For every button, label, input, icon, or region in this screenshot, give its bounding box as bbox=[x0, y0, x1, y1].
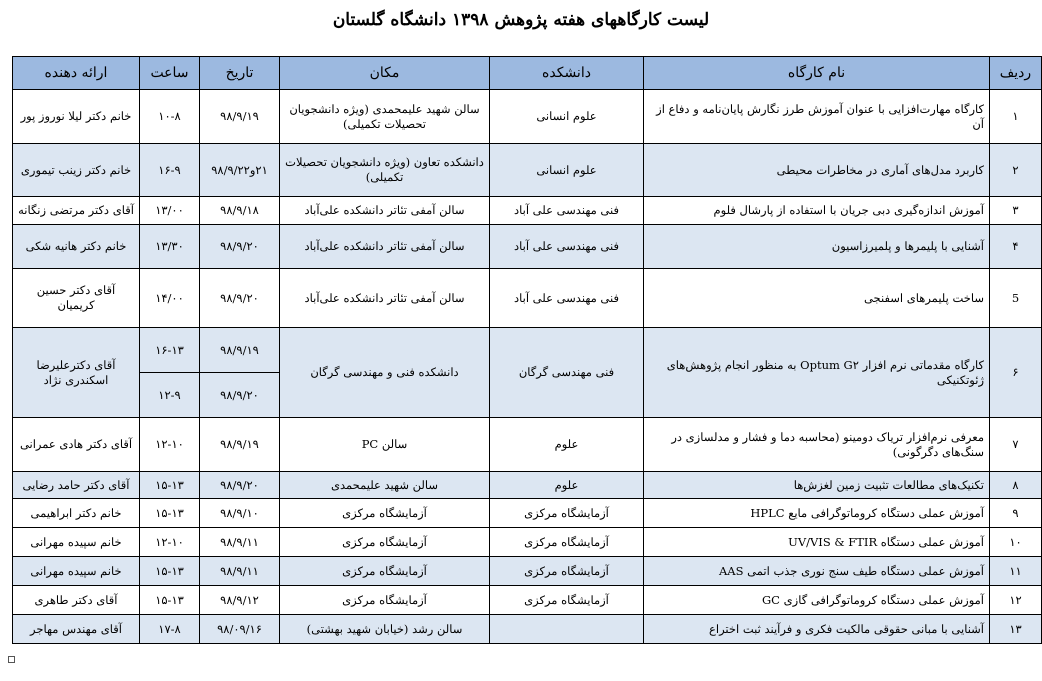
place: آزمایشگاه مرکزی bbox=[280, 528, 490, 557]
row-number: ۱۲ bbox=[990, 586, 1042, 615]
row-number: ۶ bbox=[990, 328, 1042, 418]
presenter: آقای دکتر هادی عمرانی bbox=[13, 418, 140, 472]
workshop-name: آموزش اندازه‌گیری دبی جریان با استفاده از پارشال فلوم bbox=[644, 197, 990, 225]
table-row bbox=[13, 418, 1042, 472]
faculty: علوم bbox=[490, 472, 644, 499]
faculty: علوم bbox=[490, 418, 644, 472]
workshop-name: آموزش عملی دستگاه کروماتوگرافی مایع HPLC bbox=[644, 499, 990, 528]
place: آزمایشگاه مرکزی bbox=[280, 499, 490, 528]
faculty: فنی مهندسی علی آباد bbox=[490, 225, 644, 269]
presenter: آقای دکتر حسین کریمیان bbox=[13, 269, 140, 328]
place: سالن رشد (خیابان شهید بهشتی) bbox=[280, 615, 490, 644]
table-row bbox=[13, 225, 1042, 269]
time: ۱۵-۱۳ bbox=[140, 472, 200, 499]
date: ۹۸/۹/۲۰ bbox=[200, 269, 280, 328]
workshop-name: آموزش عملی دستگاه طیف سنج نوری جذب اتمی AAS bbox=[644, 557, 990, 586]
row-number: ۳ bbox=[990, 197, 1042, 225]
row-number: ۸ bbox=[990, 472, 1042, 499]
presenter: خانم سپیده مهرانی bbox=[13, 528, 140, 557]
workshop-name: کارگاه مهارت‌افزایی با عنوان آموزش طرز نگارش پایان‌نامه و دفاع از آن bbox=[644, 90, 990, 144]
date: ۹۸/۹/۱۹ bbox=[200, 90, 280, 144]
table-row bbox=[13, 557, 1042, 586]
table-row bbox=[13, 472, 1042, 499]
row-number: ۹ bbox=[990, 499, 1042, 528]
faculty: فنی مهندسی گرگان bbox=[490, 328, 644, 418]
header-presenter: ارائه دهنده bbox=[13, 57, 140, 90]
time: ۱۳/۰۰ bbox=[140, 197, 200, 225]
time: ۱۶-۱۳ bbox=[140, 328, 200, 373]
workshop-name: معرفی نرم‌افزار تریاک دومینو (محاسبه دما و فشار و مدلسازی در سنگ‌های دگرگونی) bbox=[644, 418, 990, 472]
place: سالن PC bbox=[280, 418, 490, 472]
date: ۹۸/۹/۱۰ bbox=[200, 499, 280, 528]
presenter: خانم سپیده مهرانی bbox=[13, 557, 140, 586]
time: ۱۲-۱۰ bbox=[140, 528, 200, 557]
presenter: آقای دکتر طاهری bbox=[13, 586, 140, 615]
place: آزمایشگاه مرکزی bbox=[280, 586, 490, 615]
workshops-table bbox=[12, 56, 1042, 644]
workshop-name: آشنایی با پلیمرها و پلمیرزاسیون bbox=[644, 225, 990, 269]
place: سالن آمفی تئاتر دانشکده علی‌آباد bbox=[280, 225, 490, 269]
faculty: آزمایشگاه مرکزی bbox=[490, 499, 644, 528]
table-row bbox=[13, 586, 1042, 615]
date: ۹۸/۹/۱۹ bbox=[200, 418, 280, 472]
time: ۱۵-۱۳ bbox=[140, 586, 200, 615]
header-row bbox=[13, 57, 1042, 90]
faculty: فنی مهندسی علی آباد bbox=[490, 197, 644, 225]
presenter: آقای دکترعلیرضا اسکندری نژاد bbox=[13, 328, 140, 418]
time: ۱۲-۹ bbox=[140, 373, 200, 418]
table-row bbox=[13, 144, 1042, 197]
header-faculty: دانشکده bbox=[490, 57, 644, 90]
table-corner-handle bbox=[8, 656, 15, 663]
table-row bbox=[13, 90, 1042, 144]
presenter: خانم دکتر هانیه شکی bbox=[13, 225, 140, 269]
row-number: ۱ bbox=[990, 90, 1042, 144]
place: سالن آمفی تئاتر دانشکده علی‌آباد bbox=[280, 197, 490, 225]
time: ۱۰-۸ bbox=[140, 90, 200, 144]
time: ۱۲-۱۰ bbox=[140, 418, 200, 472]
date: ۹۸/۹/۲۰ bbox=[200, 373, 280, 418]
row-number: ۲ bbox=[990, 144, 1042, 197]
workshop-name: کاربرد مدل‌های آماری در مخاطرات محیطی bbox=[644, 144, 990, 197]
faculty: آزمایشگاه مرکزی bbox=[490, 528, 644, 557]
date: ۹۸/۹/۱۸ bbox=[200, 197, 280, 225]
header-time: ساعت bbox=[140, 57, 200, 90]
place: آزمایشگاه مرکزی bbox=[280, 557, 490, 586]
workshop-name: آموزش عملی دستگاه UV/VIS & FTIR bbox=[644, 528, 990, 557]
header-workshop-name: نام کارگاه bbox=[644, 57, 990, 90]
time: ۱۶-۹ bbox=[140, 144, 200, 197]
place: دانشکده فنی و مهندسی گرگان bbox=[280, 328, 490, 418]
table-row bbox=[13, 499, 1042, 528]
date: ۹۸/۹/۱۲ bbox=[200, 586, 280, 615]
date: ۹۸/۹/۱۱ bbox=[200, 528, 280, 557]
workshop-name: ساخت پلیمرهای اسفنجی bbox=[644, 269, 990, 328]
row-number: 5 bbox=[990, 269, 1042, 328]
place: سالن شهید علیمحمدی (ویژه دانشجویان تحصیلات تکمیلی) bbox=[280, 90, 490, 144]
row-number: ۱۱ bbox=[990, 557, 1042, 586]
row-number: ۱۳ bbox=[990, 615, 1042, 644]
page-title: لیست کارگاههای هفته پژوهش ۱۳۹۸ دانشگاه گلستان bbox=[332, 10, 710, 30]
time: ۱۵-۱۳ bbox=[140, 557, 200, 586]
date: ۲۱و۹۸/۹/۲۲ bbox=[200, 144, 280, 197]
date: ۹۸/۹/۲۰ bbox=[200, 472, 280, 499]
time: ۱۳/۳۰ bbox=[140, 225, 200, 269]
faculty bbox=[490, 615, 644, 644]
workshop-name: آشنایی با مبانی حقوقی مالکیت فکری و فرآیند ثبت اختراع bbox=[644, 615, 990, 644]
date: ۹۸/۹/۲۰ bbox=[200, 225, 280, 269]
time: ۱۵-۱۳ bbox=[140, 499, 200, 528]
table-row bbox=[13, 328, 1042, 373]
header-row-number: ردیف bbox=[990, 57, 1042, 90]
workshop-name: تکنیک‌های مطالعات تثبیت زمین لغزش‌ها bbox=[644, 472, 990, 499]
time: ۱۴/۰۰ bbox=[140, 269, 200, 328]
faculty: علوم انسانی bbox=[490, 90, 644, 144]
faculty: علوم انسانی bbox=[490, 144, 644, 197]
faculty: آزمایشگاه مرکزی bbox=[490, 586, 644, 615]
faculty: آزمایشگاه مرکزی bbox=[490, 557, 644, 586]
presenter: خانم دکتر ابراهیمی bbox=[13, 499, 140, 528]
time: ۱۷-۸ bbox=[140, 615, 200, 644]
presenter: خانم دکتر زینب تیموری bbox=[13, 144, 140, 197]
table-row bbox=[13, 615, 1042, 644]
table-row bbox=[13, 528, 1042, 557]
place: دانشکده تعاون (ویژه دانشجویان تحصیلات تکمیلی) bbox=[280, 144, 490, 197]
row-number: ۷ bbox=[990, 418, 1042, 472]
header-place: مکان bbox=[280, 57, 490, 90]
place: سالن شهید علیمحمدی bbox=[280, 472, 490, 499]
presenter: آقای مهندس مهاجر bbox=[13, 615, 140, 644]
presenter: خانم دکتر لیلا نوروز پور bbox=[13, 90, 140, 144]
date: ۹۸/۹/۱۱ bbox=[200, 557, 280, 586]
presenter: آقای دکتر حامد رضایی bbox=[13, 472, 140, 499]
row-number: ۴ bbox=[990, 225, 1042, 269]
date: ۹۸/۹/۱۹ bbox=[200, 328, 280, 373]
table-row bbox=[13, 197, 1042, 225]
place: سالن آمفی تئاتر دانشکده علی‌آباد bbox=[280, 269, 490, 328]
row-number: ۱۰ bbox=[990, 528, 1042, 557]
table-row bbox=[13, 269, 1042, 328]
workshop-name: آموزش عملی دستگاه کروماتوگرافی گازی GC bbox=[644, 586, 990, 615]
presenter: آقای دکتر مرتضی زنگانه bbox=[13, 197, 140, 225]
faculty: فنی مهندسی علی آباد bbox=[490, 269, 644, 328]
header-date: تاریخ bbox=[200, 57, 280, 90]
date: ۹۸/۰۹/۱۶ bbox=[200, 615, 280, 644]
workshop-name: کارگاه مقدماتی نرم افزار Optum G۲ به منظور انجام پژوهش‌های ژئوتکنیکی bbox=[644, 328, 990, 418]
